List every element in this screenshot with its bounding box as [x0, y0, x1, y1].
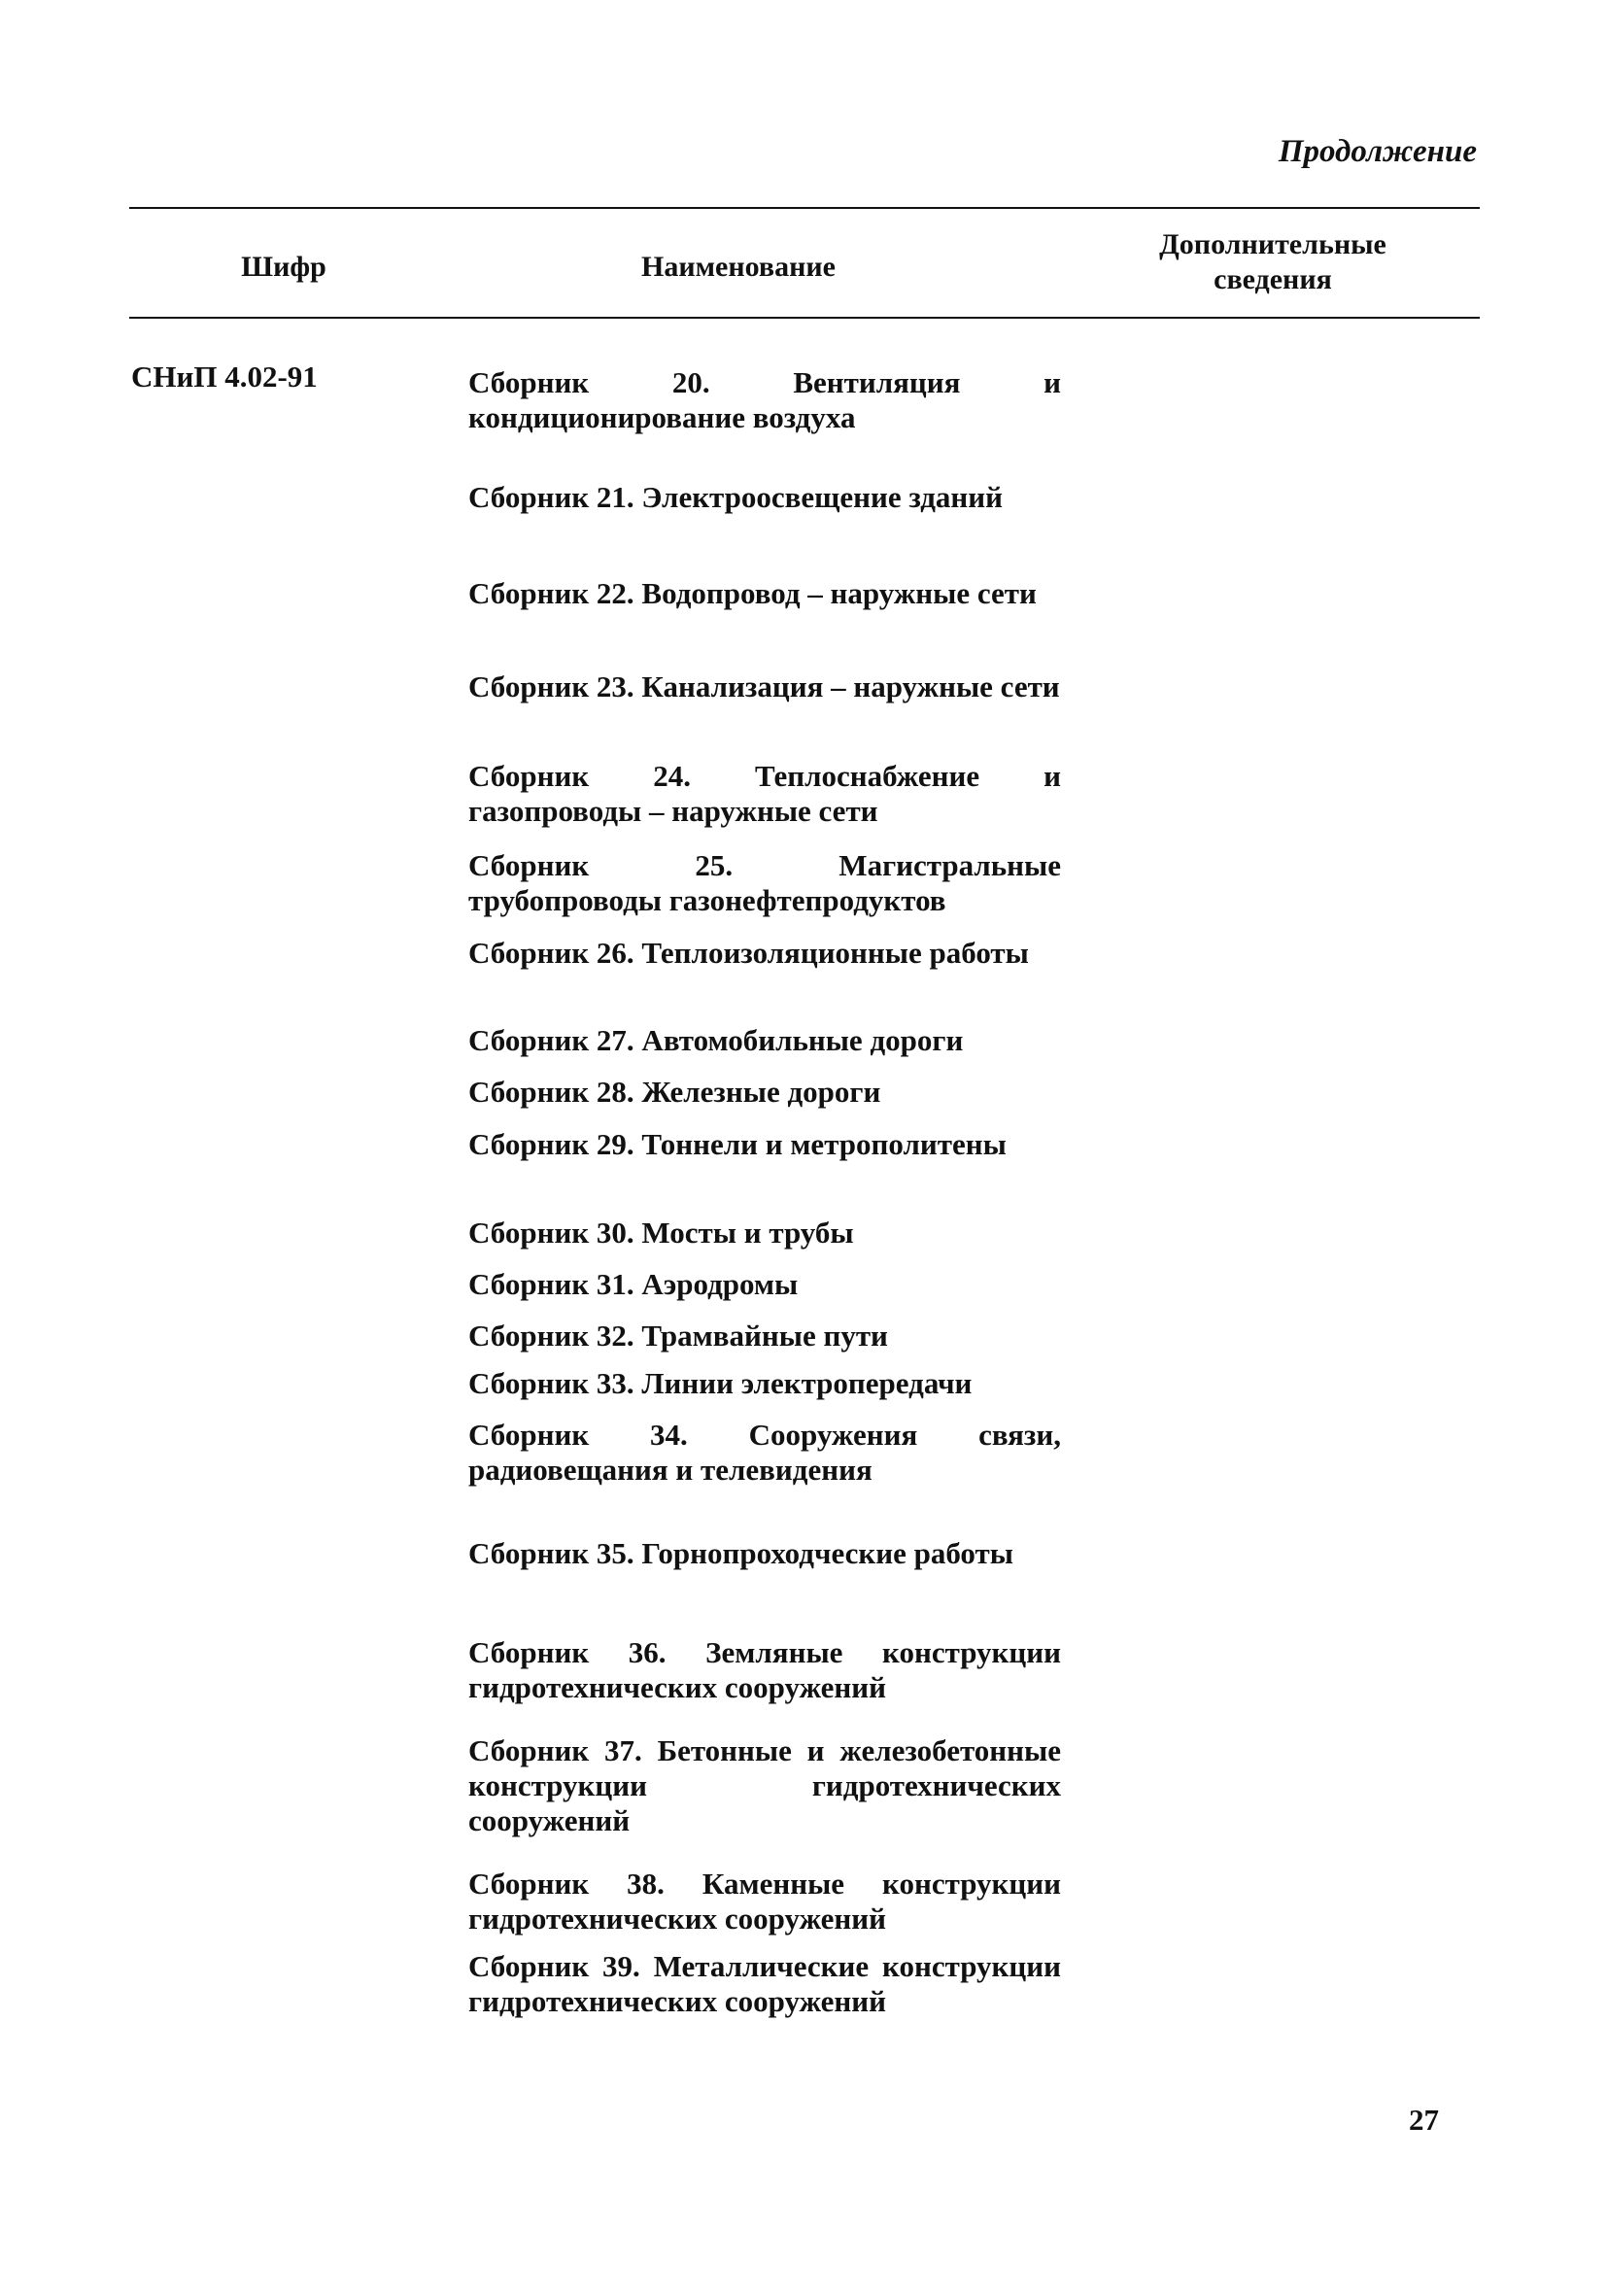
table-header-rule	[129, 317, 1480, 319]
collection-entry: Сборник 24. Теплоснабжение и газопроводы – наружные сети	[468, 759, 1061, 828]
column-header-cipher: Шифр	[241, 251, 326, 283]
collection-entry: Сборник 33. Линии электропередачи	[468, 1366, 973, 1400]
column-header-extra: Дополнительные сведения	[1159, 228, 1386, 295]
collection-entry: Сборник 37. Бетонные и железобетонные конструкции гидротехнических сооружений	[468, 1733, 1061, 1837]
document-code: СНиП 4.02-91	[131, 360, 318, 394]
collection-entry: Сборник 29. Тоннели и метрополитены	[468, 1127, 1007, 1161]
collection-entry: Сборник 26. Теплоизоляционные работы	[468, 936, 1029, 970]
collection-entry: Сборник 38. Каменные конструкции гидротехнических сооружений	[468, 1867, 1061, 1936]
collection-entry: Сборник 23. Канализация – наружные сети	[468, 669, 1060, 703]
collection-entry: Сборник 31. Аэродромы	[468, 1267, 799, 1301]
continuation-label: Продолжение	[1278, 134, 1477, 169]
page-number: 27	[1409, 2103, 1439, 2137]
collection-entry: Сборник 27. Автомобильные дороги	[468, 1023, 964, 1057]
collection-entry: Сборник 25. Магистральные трубопроводы газонефтепродуктов	[468, 848, 1061, 917]
collection-entry: Сборник 35. Горнопроходческие работы	[468, 1536, 1013, 1570]
collection-entry: Сборник 21. Электроосвещение зданий	[468, 480, 1003, 514]
collection-entry: Сборник 34. Сооружения связи, радиовещания и телевидения	[468, 1418, 1061, 1487]
table-top-rule	[129, 207, 1480, 209]
column-header-name: Наименование	[641, 251, 836, 283]
collection-entry: Сборник 22. Водопровод – наружные сети	[468, 576, 1037, 610]
collection-entry: Сборник 36. Земляные конструкции гидротехнических сооружений	[468, 1635, 1061, 1704]
collection-entry: Сборник 30. Мосты и трубы	[468, 1216, 854, 1250]
collection-entry: Сборник 32. Трамвайные пути	[468, 1319, 888, 1353]
collection-entry: Сборник 28. Железные дороги	[468, 1075, 881, 1109]
collection-entry: Сборник 20. Вентиляция и кондиционирование воздуха	[468, 365, 1061, 434]
collection-entry: Сборник 39. Металлические конструкции гидротехнических сооружений	[468, 1949, 1061, 2018]
